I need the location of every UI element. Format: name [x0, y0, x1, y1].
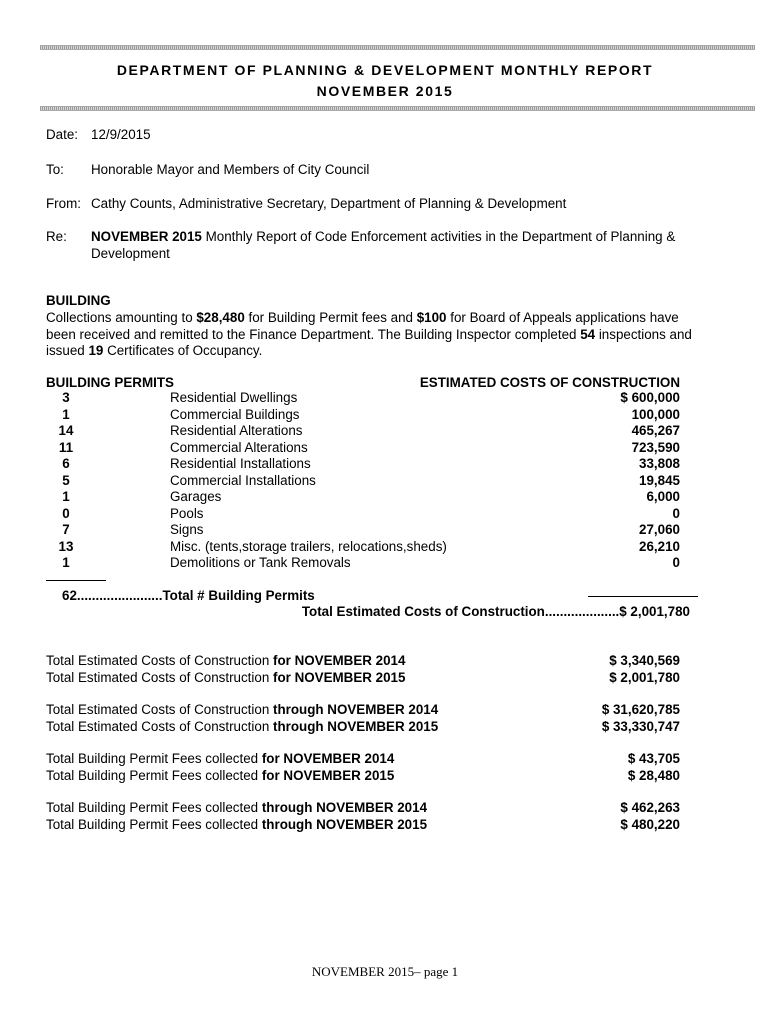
building-paragraph-line-2: been received and remitted to the Finance Department. The Building Inspector completed 54 inspections and [46, 327, 692, 342]
from-value: Cathy Counts, Administrative Secretary, Department of Planning & Development [91, 196, 567, 211]
table-row: 0 Pools 0 [62, 505, 680, 521]
to-label: To: [46, 162, 64, 177]
table-row: 1 Commercial Buildings 100,000 [62, 406, 680, 422]
table-row: 7 Signs 27,060 [62, 522, 680, 537]
table-row: 3 Residential Dwellings $ 600,000 [62, 390, 680, 405]
date-label: Date: [46, 127, 79, 142]
summary-row: Total Building Permit Fees collected for NOVEMBER 2015 $ 28,480 [46, 767, 680, 783]
re-subject: Monthly Report of Code Enforcement activities in the Department of Planning & [201, 229, 676, 244]
re-month: NOVEMBER 2015 [91, 229, 202, 244]
re-line-1 [91, 229, 675, 245]
re-label: Re: [46, 229, 67, 244]
summary-row: Total Estimated Costs of Construction through NOVEMBER 2014 $ 31,620,785 [46, 702, 680, 717]
to-value: Honorable Mayor and Members of City Council [91, 162, 370, 177]
table-row: 6 Residential Installations 33,808 [62, 456, 680, 471]
cost-total-rule [588, 596, 698, 597]
page-footer: NOVEMBER 2015– page 1 [311, 964, 459, 979]
costs-column-header: ESTIMATED COSTS OF CONSTRUCTION [419, 375, 680, 390]
table-row: 1 Garages 6,000 [62, 489, 680, 504]
total-permits: 62.......................Total # Building Permits [62, 588, 315, 603]
from-label: From: [46, 196, 81, 211]
summary-row: Total Building Permit Fees collected for NOVEMBER 2014 $ 43,705 [46, 751, 680, 766]
building-heading: BUILDING [46, 293, 111, 308]
table-row: 1 Demolitions or Tank Removals 0 [62, 555, 680, 570]
summary-row: Total Estimated Costs of Construction for NOVEMBER 2015 $ 2,001,780 [46, 669, 680, 685]
top-rule [40, 45, 755, 50]
summary-row: Total Estimated Costs of Construction for NOVEMBER 2014 $ 3,340,569 [46, 653, 680, 668]
summary-row: Total Building Permit Fees collected through NOVEMBER 2015 $ 480,220 [46, 816, 680, 832]
table-row: 14 Residential Alterations 465,267 [58, 423, 680, 438]
total-estimated-cost: Total Estimated Costs of Construction....................$ 2,001,780 [301, 604, 690, 619]
re-line-2: Development [91, 246, 170, 261]
summary-row: Total Building Permit Fees collected through NOVEMBER 2014 $ 462,263 [46, 800, 680, 815]
table-row: 11 Commercial Alterations 723,590 [58, 439, 680, 455]
table-row: 13 Misc. (tents,storage trailers, relocations,sheds) 26,210 [58, 538, 680, 554]
count-total-rule [46, 580, 106, 581]
date-value: 12/9/2015 [91, 127, 151, 142]
building-paragraph-line-1: Collections amounting to $28,480 for Building Permit fees and $100 for Board of Appeals applications have [46, 310, 679, 325]
report-title: DEPARTMENT OF PLANNING & DEVELOPMENT MONTHLY REPORT [116, 62, 654, 78]
report-month: NOVEMBER 2015 [316, 83, 454, 99]
summary-row: Total Estimated Costs of Construction through NOVEMBER 2015 $ 33,330,747 [46, 718, 680, 734]
table-row: 5 Commercial Installations 19,845 [62, 472, 680, 488]
header-rule [40, 106, 755, 111]
building-paragraph-line-3: issued 19 Certificates of Occupancy. [46, 343, 263, 358]
permits-column-header: BUILDING PERMITS [46, 375, 174, 390]
